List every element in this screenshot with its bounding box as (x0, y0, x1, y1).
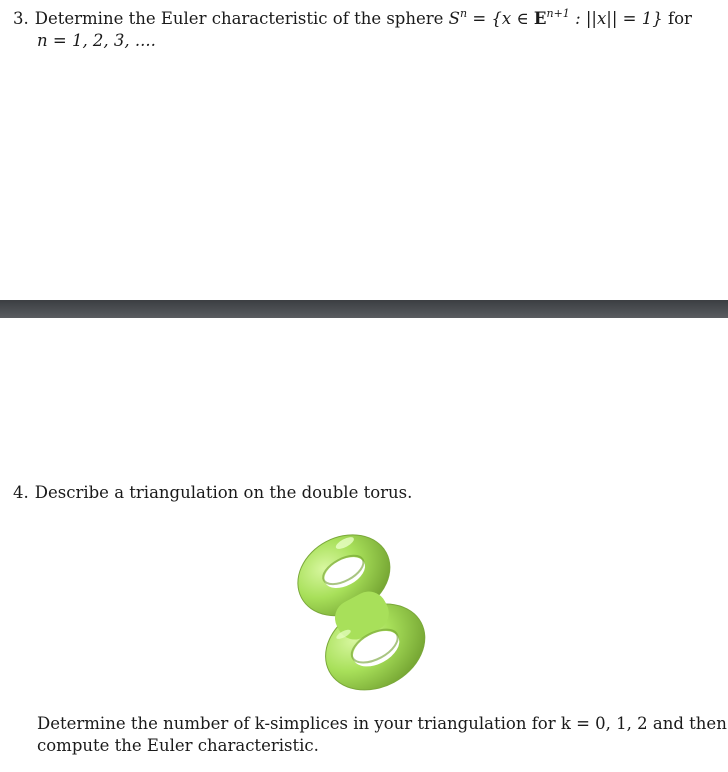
set-open: = {x ∈ (472, 9, 529, 28)
space-exponent: n+1 (546, 7, 570, 20)
euclidean-space: E (533, 9, 547, 28)
problem-4-follow-up-line-1: Determine the number of k-simplices in your triangulation for k = 0, 1, 2 and then (37, 714, 727, 733)
problem-3-line-1 (13, 8, 692, 32)
problem-3-line-2: n = 1, 2, 3, .... (37, 31, 156, 50)
problem-4-follow-up-line-2: compute the Euler characteristic. (37, 736, 319, 755)
problem-3-text: Determine the Euler characteristic of the sphere (34, 9, 444, 28)
page-divider (0, 300, 728, 318)
problem-4-text: Describe a triangulation on the double torus. (34, 483, 413, 502)
problem-3-number: 3. (13, 9, 29, 28)
sphere-exponent: n (459, 7, 468, 20)
double-torus-figure (283, 520, 438, 705)
set-rest: : ||x|| = 1} (575, 9, 663, 28)
problem-4-line (13, 482, 412, 504)
word-for: for (667, 9, 692, 28)
problem-4-number: 4. (13, 483, 29, 502)
sphere-symbol: S (448, 9, 460, 28)
